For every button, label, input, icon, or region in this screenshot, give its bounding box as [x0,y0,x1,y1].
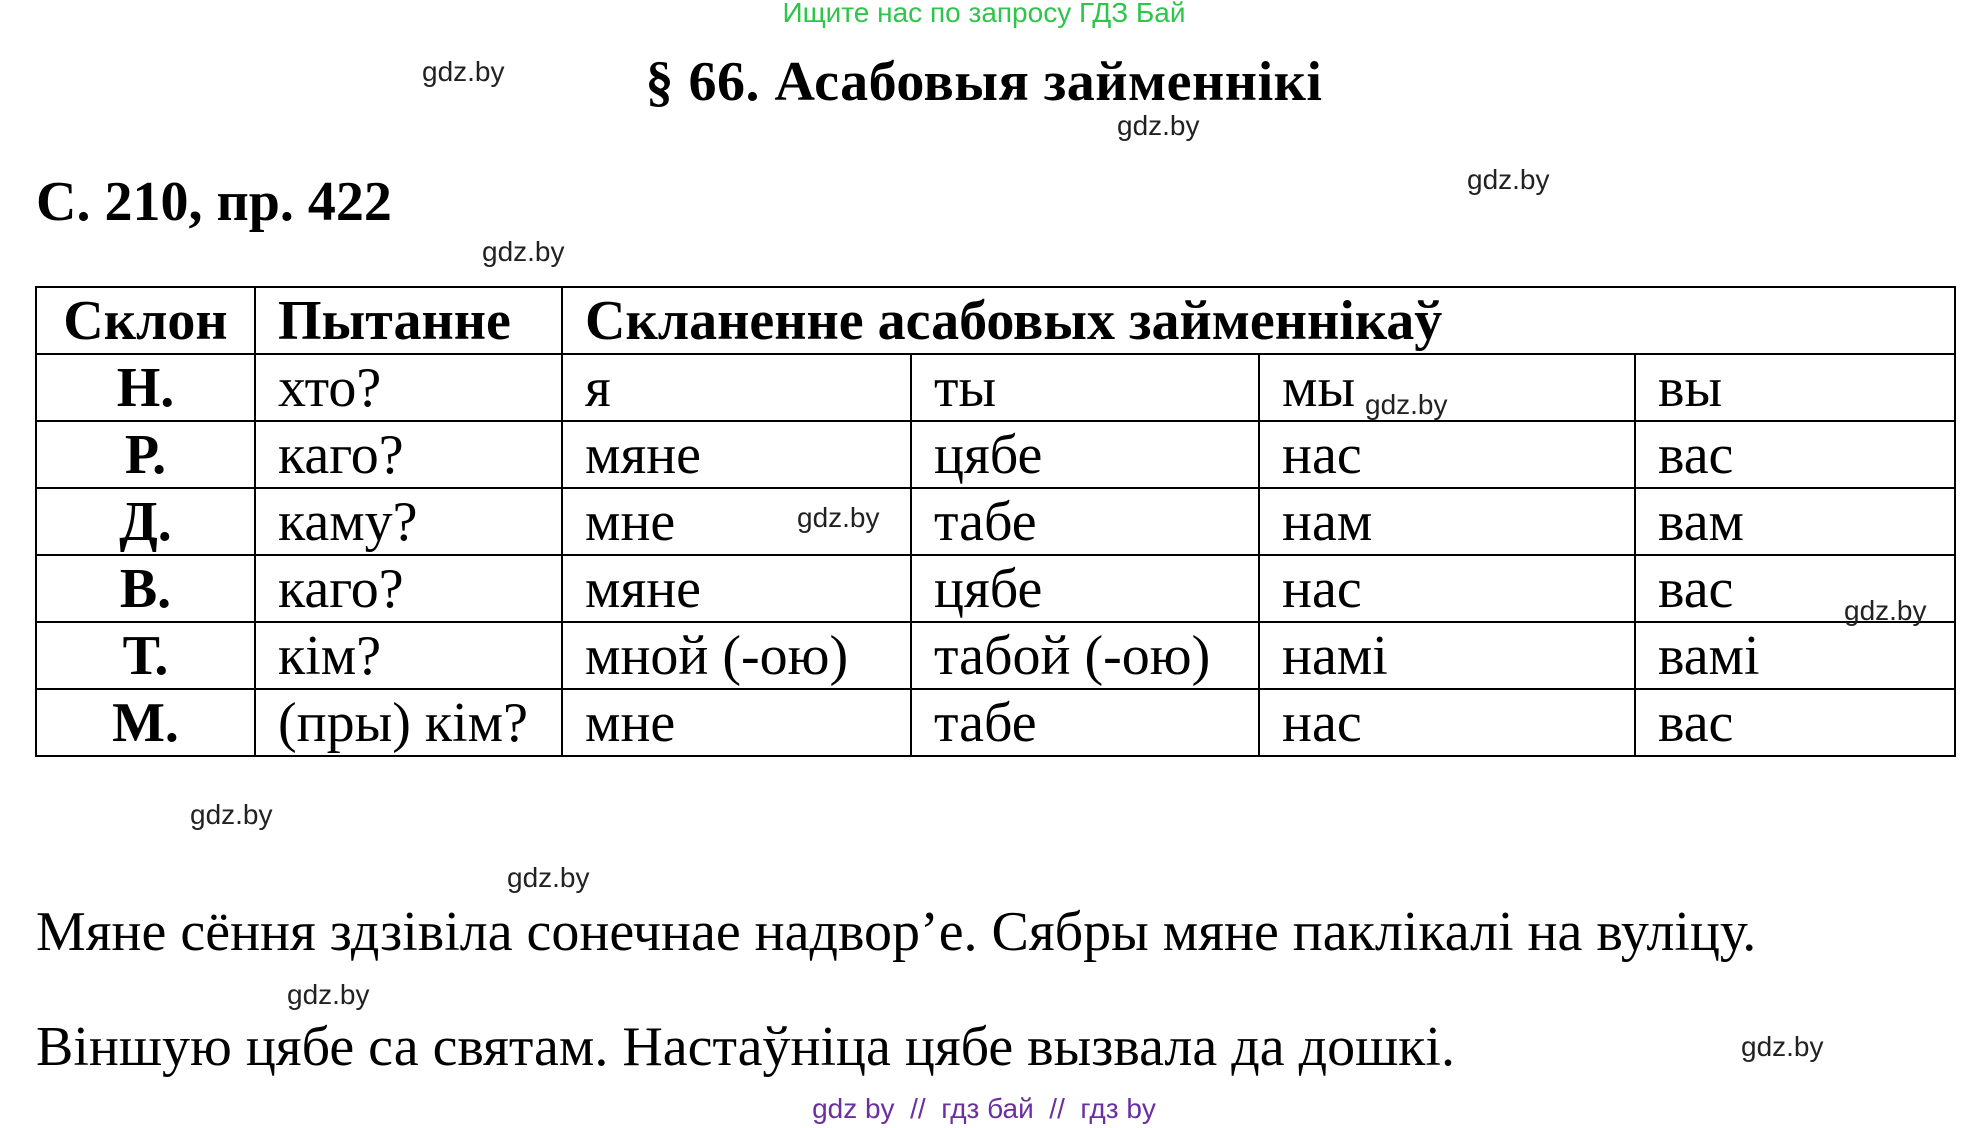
pronoun-cell: вас [1635,555,1955,622]
section-title: § 66. Асабовыя займеннікі [645,51,1323,113]
top-search-banner: Ищите нас по запросу ГДЗ Бай [782,0,1186,28]
pronoun-cell: вам [1635,488,1955,555]
watermark: gdz.by [1844,595,1927,626]
pronoun-cell: вамі [1635,622,1955,689]
table-row [36,421,1955,488]
table-header-row [36,287,1955,354]
pronoun-cell: мне [562,689,911,756]
case-cell: Т. [36,622,255,689]
example-sentence-2: Віншую цябе са святам. Настаўніца цябе вызвала да дошкі. [36,1016,1455,1078]
watermark: gdz.by [797,502,880,533]
case-cell: Н. [36,354,255,421]
question-cell: кім? [255,622,562,689]
pronoun-cell: нас [1259,555,1635,622]
case-cell: М. [36,689,255,756]
declension-table [35,286,1956,757]
question-cell: (пры) кім? [255,689,562,756]
watermark: gdz.by [1741,1031,1824,1062]
table-row [36,622,1955,689]
pronoun-cell: табой (-ою) [911,622,1259,689]
watermark: gdz.by [1365,389,1448,420]
table-row [36,689,1955,756]
pronoun-cell: нам [1259,488,1635,555]
pronoun-cell: табе [911,488,1259,555]
watermark: gdz.by [287,979,370,1010]
watermark: gdz.by [1467,164,1550,195]
pronoun-cell: табе [911,689,1259,756]
pronoun-cell: мяне [562,421,911,488]
case-cell: В. [36,555,255,622]
watermark: gdz.by [190,799,273,830]
pronoun-cell: мы [1259,354,1635,421]
exercise-reference: С. 210, пр. 422 [36,171,392,233]
question-cell: каго? [255,421,562,488]
pronoun-cell: я [562,354,911,421]
watermark: gdz.by [1117,110,1200,141]
watermark: gdz.by [482,236,565,267]
pronoun-cell: нас [1259,421,1635,488]
case-cell: Д. [36,488,255,555]
pronoun-cell: нас [1259,689,1635,756]
case-cell: Р. [36,421,255,488]
pronoun-cell: цябе [911,555,1259,622]
table-row [36,354,1955,421]
example-sentence-1: Мяне сёння здзівіла сонечнае надвор’е. Сябры мяне паклікалі на вуліцу. [36,901,1757,963]
pronoun-cell: мне [562,488,911,555]
pronoun-cell: вы [1635,354,1955,421]
pronoun-cell: вас [1635,689,1955,756]
header-case: Склон [36,287,255,354]
table-row [36,555,1955,622]
bottom-banner: gdz by // гдз бай // гдз by [812,1093,1156,1124]
question-cell: каму? [255,488,562,555]
pronoun-cell: мяне [562,555,911,622]
question-cell: хто? [255,354,562,421]
watermark: gdz.by [422,56,505,87]
pronoun-cell: вас [1635,421,1955,488]
pronoun-cell: цябе [911,421,1259,488]
header-declension: Скланенне асабовых займеннікаў [562,287,1955,354]
pronoun-cell: мной (-ою) [562,622,911,689]
table-row [36,488,1955,555]
pronoun-cell: ты [911,354,1259,421]
header-question: Пытанне [255,287,562,354]
pronoun-cell: намі [1259,622,1635,689]
question-cell: каго? [255,555,562,622]
watermark: gdz.by [507,862,590,893]
